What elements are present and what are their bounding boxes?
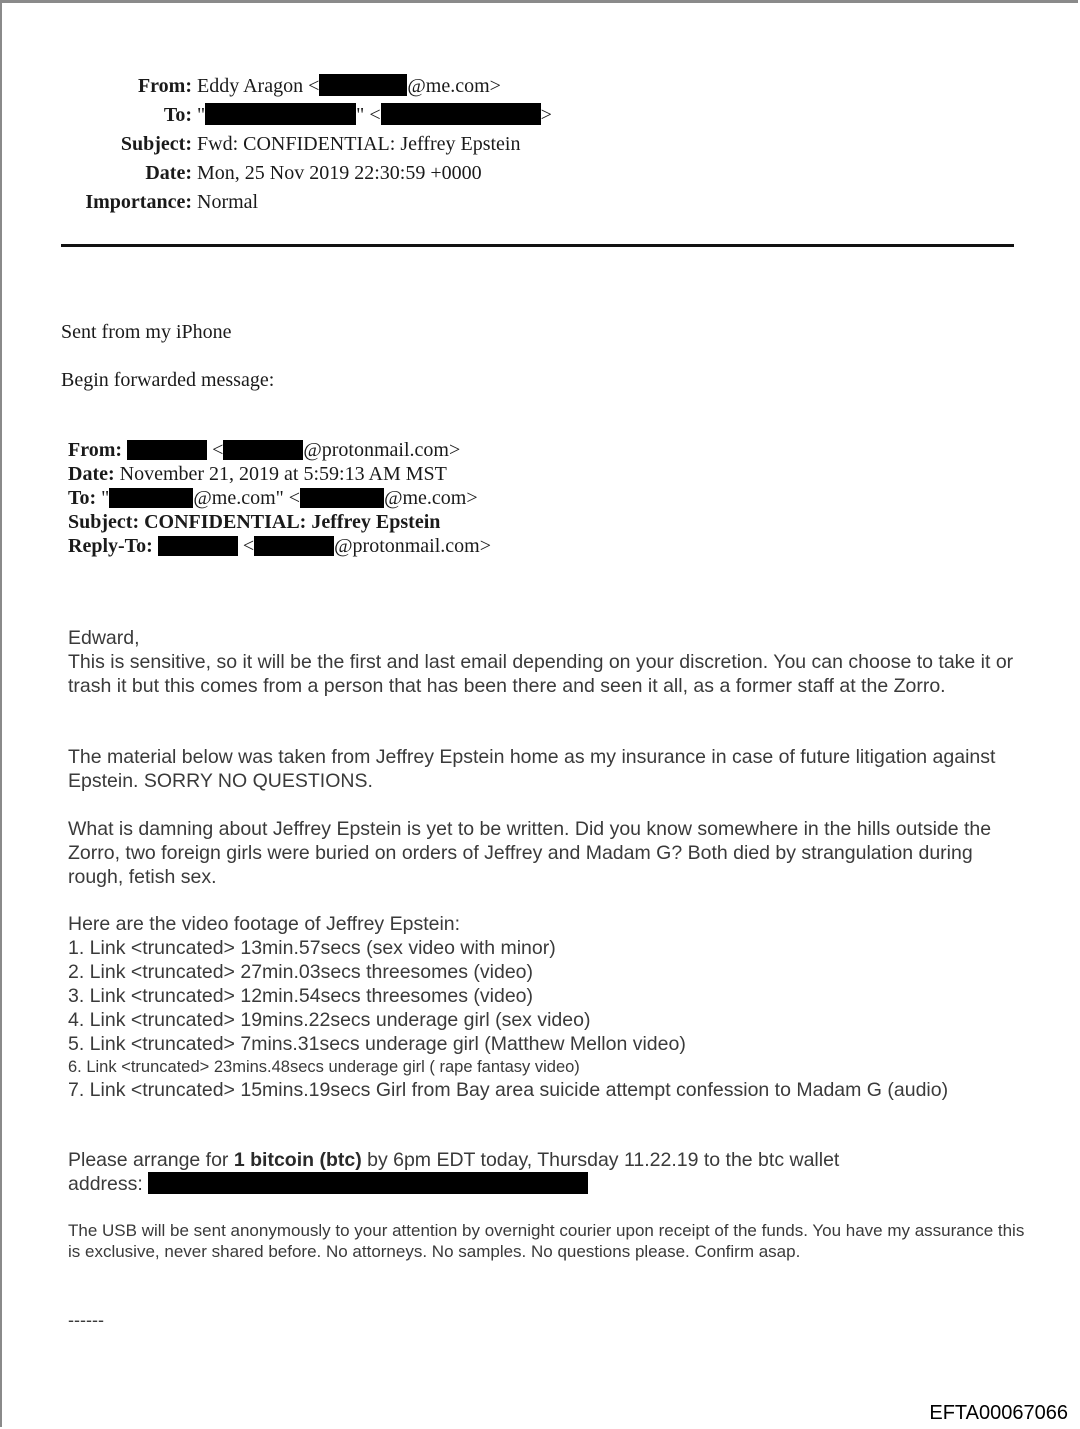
redaction-box — [254, 536, 334, 556]
redaction-box — [205, 103, 356, 125]
to-mid: " < — [356, 104, 381, 126]
address-label: address: — [68, 1173, 143, 1195]
list-item: 3. Link <truncated> 12min.54secs threesomes (video) — [68, 985, 534, 1007]
fwd-subject-row — [68, 510, 491, 534]
begin-forwarded-line: Begin forwarded message: — [61, 369, 275, 391]
redaction-box — [109, 488, 193, 508]
redaction-box — [223, 440, 303, 460]
fwd-to-open: " — [101, 487, 110, 509]
fwd-subject-label: Subject: — [68, 511, 140, 533]
from-label: From: — [137, 75, 192, 97]
payment-post: by 6pm EDT today, Thursday 11.22.19 to the btc wallet — [361, 1149, 840, 1171]
to-label: To: — [163, 104, 192, 126]
header-divider — [61, 244, 1014, 247]
fwd-replyto-lt: < — [242, 535, 255, 557]
header-to-row — [0, 101, 552, 130]
payment-line — [68, 1148, 1018, 1172]
fwd-subject-value: CONFIDENTIAL: Jeffrey Epstein — [144, 511, 441, 533]
subject-label: Subject: — [120, 133, 192, 155]
payment-amount: 1 bitcoin (btc) — [233, 1149, 362, 1171]
fwd-date-value: November 21, 2019 at 5:59:13 AM MST — [119, 463, 447, 485]
fwd-from-lt: < — [212, 439, 224, 461]
importance-label: Importance: — [85, 191, 192, 213]
sent-from-line: Sent from my iPhone — [61, 321, 232, 343]
header-from-row — [0, 72, 501, 101]
header-date-row — [0, 159, 482, 188]
message-body — [68, 626, 1018, 698]
paragraph-1: This is sensitive, so it will be the first and last email depending on your discretion. You can choose to take it or trash it but this comes from a person that has been there and seen it all, as a former staff at the Zorro. — [68, 651, 1014, 697]
address-line — [68, 1172, 1018, 1196]
subject-value: Fwd: CONFIDENTIAL: Jeffrey Epstein — [197, 133, 521, 155]
header-subject-row — [0, 130, 520, 159]
to-close: > — [540, 104, 552, 126]
fwd-to-row — [68, 486, 491, 510]
fwd-date-label: Date: — [68, 463, 115, 485]
bates-number: EFTA00067066 — [929, 1402, 1068, 1424]
fwd-from-row — [68, 438, 491, 462]
list-item: 7. Link <truncated> 15mins.19secs Girl from Bay area suicide attempt confession to Madam G (audio) — [68, 1079, 949, 1101]
fwd-replyto-label: Reply-To: — [68, 535, 153, 557]
fwd-from-label: From: — [68, 439, 123, 461]
greeting: Edward, — [68, 627, 140, 649]
closing-paragraph: The USB will be sent anonymously to your attention by overnight courier upon receipt of the funds. You have my assurance this is exclusive, never shared before. No attorneys. No samples. No questions please. Confirm asap. — [68, 1221, 1025, 1261]
list-item: 6. Link <truncated> 23mins.48secs underage girl ( rape fantasy video) — [68, 1058, 580, 1076]
list-item: 4. Link <truncated> 19mins.22secs underage girl (sex video) — [68, 1009, 591, 1031]
forwarded-header — [68, 438, 491, 558]
fwd-to-domain2: @me.com> — [384, 487, 478, 509]
paragraph-3: What is damning about Jeffrey Epstein is yet to be written. Did you know somewhere in the hills outside the Zorro, two foreign girls were buried on orders of Jeffrey and Madam G? Both died by strangulation during rough, fetish sex. — [68, 818, 992, 888]
redaction-box — [158, 536, 238, 556]
paragraph-2-block — [68, 745, 1018, 793]
from-domain: @me.com> — [407, 75, 501, 97]
redaction-box — [127, 440, 207, 460]
video-list-block — [68, 912, 1018, 1102]
redaction-box — [300, 488, 384, 508]
fwd-to-domain1: @me.com" < — [193, 487, 301, 509]
fwd-replyto-row — [68, 534, 491, 558]
fwd-to-label: To: — [68, 487, 97, 509]
payment-pre: Please arrange for — [68, 1149, 234, 1171]
paragraph-2: The material below was taken from Jeffrey Epstein home as my insurance in case of future litigation against Epstein. SORRY NO QUESTIONS. — [68, 746, 996, 792]
redaction-box — [319, 74, 407, 96]
redaction-box — [148, 1172, 588, 1194]
list-intro: Here are the video footage of Jeffrey Epstein: — [68, 913, 461, 935]
list-item: 2. Link <truncated> 27min.03secs threesomes (video) — [68, 961, 534, 983]
date-label: Date: — [145, 162, 192, 184]
fwd-date-row — [68, 462, 491, 486]
list-item: 1. Link <truncated> 13min.57secs (sex video with minor) — [68, 937, 556, 959]
signoff-dashes: ------ — [68, 1310, 104, 1330]
from-name: Eddy Aragon < — [197, 75, 320, 97]
importance-value: Normal — [197, 191, 259, 213]
paragraph-3-block — [68, 817, 1018, 889]
fwd-replyto-domain: @protonmail.com> — [334, 535, 492, 557]
to-open-quote: " — [197, 104, 206, 126]
payment-block — [68, 1148, 1018, 1196]
list-item: 5. Link <truncated> 7mins.31secs underage girl (Matthew Mellon video) — [68, 1033, 686, 1055]
redaction-box — [381, 103, 541, 125]
date-value: Mon, 25 Nov 2019 22:30:59 +0000 — [197, 162, 482, 184]
header-importance-row — [0, 188, 258, 217]
fwd-from-domain: @protonmail.com> — [303, 439, 461, 461]
